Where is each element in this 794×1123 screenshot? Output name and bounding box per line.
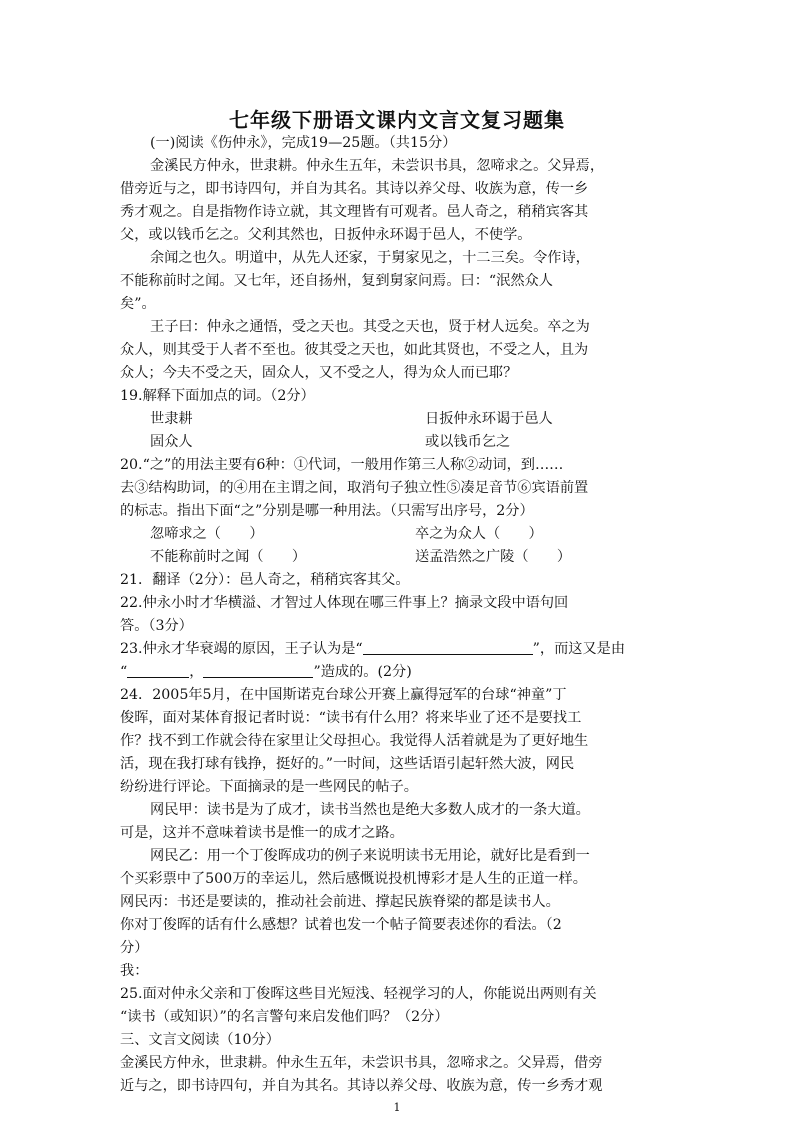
q23-text: ”，而这又是由 — [532, 641, 626, 657]
passage-line: 矣”。 — [120, 296, 156, 312]
passage-line: 近与之，即书诗四句，并自为其名。其诗以养父母、收族为意，传一乡秀才观 — [120, 1078, 603, 1094]
question-24-prompt: 分） — [120, 940, 149, 956]
question-20-line: 去③结构助词，的④用在主谓之间，取消句子独立性⑤凑足音节⑥宾语前置 — [120, 480, 589, 496]
passage-line: 借旁近与之，即书诗四句，并自为其名。其诗以养父母、收族为意，传一乡 — [120, 181, 589, 197]
netizen-post: 网民甲：读书是为了成才，读书当然也是绝大多数人成才的一条大道。 — [150, 802, 590, 818]
question-23 — [120, 638, 625, 660]
answer-blank[interactable] — [127, 663, 189, 678]
question-24-prompt: 你对丁俊晖的话有什么感想？试着也发一个帖子简要表述你的看法。（2 — [120, 917, 562, 933]
q20-item: 送孟浩然之广陵（ ） — [415, 549, 572, 565]
question-24-line: 俊晖，面对某体育报记者时说：“读书有什么用？将来毕业了还不是要找工 — [120, 710, 582, 726]
passage-line: 父，或以钱币乞之。父利其然也，日扳仲永环谒于邑人，不使学。 — [120, 227, 532, 243]
passage-line: 王子曰：仲永之通悟，受之天也。其受之天也，贤于材人远矣。卒之为 — [150, 319, 590, 335]
q23-text: 23.仲永才华衰竭的原因，王子认为是“ — [120, 641, 363, 657]
q20-item: 忽啼求之（ ） — [150, 526, 264, 542]
passage-line: 金溪民方仲永，世隶耕。仲永生五年，未尝识书具，忽啼求之。父异焉，借旁 — [120, 1055, 603, 1071]
q20-item: 不能称前时之闻（ ） — [150, 549, 307, 565]
section-heading: 三、文言文阅读（10分） — [120, 1032, 280, 1048]
question-19: 19.解释下面加点的词。（2分） — [120, 388, 315, 404]
passage-line: 不能称前时之闻。又七年，还自扬州，复到舅家问焉。曰：“泯然众人 — [120, 273, 553, 289]
answer-blank[interactable] — [363, 640, 533, 655]
question-21: 21．翻译（2分）：邑人奇之，稍稍宾客其父。 — [120, 572, 410, 588]
q23-text: ， — [189, 664, 204, 680]
netizen-post: 可是，这并不意味着读书是惟一的成才之路。 — [120, 825, 404, 841]
section-heading: (一)阅读《伤仲永》，完成19—25题。（共15分） — [150, 135, 457, 151]
passage-line: 众人；今夫不受之天，固众人，又不受之人，得为众人而已耶？ — [120, 365, 518, 381]
question-24-line: 作？找不到工作就会待在家里让父母担心。我觉得人活着就是为了更好地生 — [120, 733, 589, 749]
question-25-line: “读书（或知识）”的名言警句来启发他们吗？（2分） — [120, 1009, 449, 1025]
netizen-post: 个买彩票中了500万的幸运儿，然后感慨说投机博彩才是人生的正道一样。 — [120, 871, 587, 887]
question-24-line: 纷纷进行评论。下面摘录的是一些网民的帖子。 — [120, 779, 418, 795]
question-24-line: 活，现在我打球有钱挣，挺好的。”一时间，这些话语引起轩然大波，网民 — [120, 756, 575, 772]
page-title: 七年级下册语文课内文言文复习题集 — [229, 108, 565, 132]
q19-item: 世隶耕 — [150, 411, 193, 427]
question-25: 25.面对仲永父亲和丁俊晖这些目光短浅、轻视学习的人，你能说出两则有关 — [120, 986, 597, 1002]
q23-text: “ — [120, 664, 128, 680]
passage-line: 余闻之也久。明道中，从先人还家，于舅家见之，十二三矣。令作诗， — [150, 250, 590, 266]
passage-line: 众人，则其受于人者不至也。彼其受之天也，如此其贤也，不受之人，且为 — [120, 342, 589, 358]
q19-item: 固众人 — [150, 434, 193, 450]
q19-item: 日扳仲永环谒于邑人 — [425, 411, 553, 427]
passage-line: 金溪民方仲永，世隶耕。仲永生五年，未尝识书具，忽啼求之。父异焉， — [150, 158, 605, 174]
passage-line: 秀才观之。自是指物作诗立就，其文理皆有可观者。邑人奇之，稍稍宾客其 — [120, 204, 589, 220]
question-24: 24．2005年5月，在中国斯诺克台球公开赛上赢得冠军的台球“神童”丁 — [120, 687, 567, 703]
answer-label: 我： — [120, 963, 149, 979]
question-22: 22.仲永小时才华横溢、才智过人体现在哪三件事上？摘录文段中语句回 — [120, 595, 569, 611]
question-20: 20.“之”的用法主要有6种：①代词，一般用作第三人称②动词，到…… — [120, 457, 564, 473]
netizen-post: 网民丙：书还是要读的，推动社会前进、撑起民族脊梁的都是读书人。 — [120, 894, 560, 910]
q23-text: ”造成的。(2分) — [313, 664, 412, 680]
q20-item: 卒之为众人（ ） — [415, 526, 543, 542]
question-20-line: 的标志。指出下面“之”分别是哪一种用法。（只需写出序号，2分） — [120, 503, 534, 519]
answer-blank[interactable] — [203, 663, 313, 678]
netizen-post: 网民乙：用一个丁俊晖成功的例子来说明读书无用论，就好比是看到一 — [150, 848, 590, 864]
page-number: 1 — [393, 1101, 401, 1114]
question-22-line: 答。（3分） — [120, 618, 193, 634]
q19-item: 或以钱币乞之 — [425, 434, 511, 450]
question-23-line — [120, 661, 412, 683]
